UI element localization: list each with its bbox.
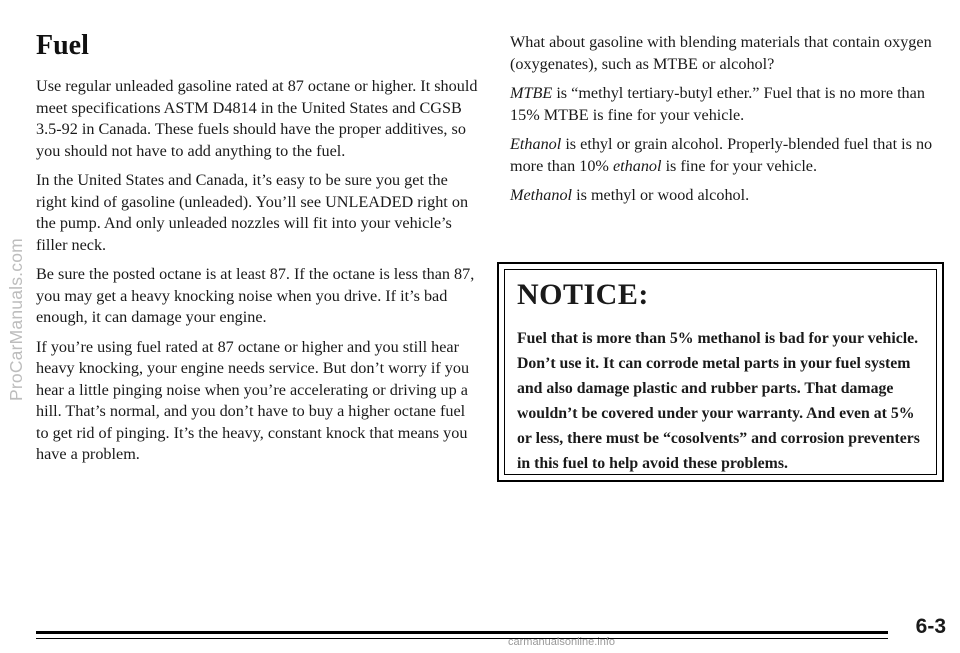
paragraph-methanol [510,185,950,207]
paragraph-octane-check: Be sure the posted octane is at least 87. If the octane is less than 87, you may get a heavy knocking noise when you drive. If it’s bad enough, it can damage your engine. [36,265,475,326]
ethanol-text-a: is ethyl or grain alcohol. Properly-blended fuel that is no more than 10% [510,135,933,175]
footer-rule-thin [36,638,888,639]
paragraph-oxygenates: What about gasoline with blending materials that contain oxygen (oxygenates), such as MTBE or alcohol? [510,33,932,73]
section-title: Fuel [36,30,89,61]
notice-body: Fuel that is more than 5% methanol is bad for your vehicle. Don’t use it. It can corrode metal parts in your fuel system and also damage plastic and rubber parts. That damage wouldn’t be covered under your warranty. And even at 5% or less, there must be “cosolvents” and corrosion preventers in this fuel to help avoid these problems. [517,330,920,472]
term-methanol: Methanol [510,186,573,204]
watermark-text: ProCarManuals.com [6,238,26,402]
footer-site-text: carmanualsonline.info [508,636,616,648]
term-ethanol-inline: ethanol [612,156,662,175]
paragraph-mtbe [510,83,950,126]
term-mtbe: MTBE [510,84,553,102]
paragraph-knocking: If you’re using fuel rated at 87 octane or higher and you still hear heavy knocking, your engine needs service. But don’t worry if you hear a little pinging noise when you’re accelerating or driving up a hill. That’s normal, and you don’t have to buy a higher octane fuel to get rid of pinging. It’s the heavy, constant knock that means you have a problem. [36,337,470,463]
paragraph-ethanol [510,134,950,177]
paragraph-fuel-rating: Use regular unleaded gasoline rated at 87 octane or higher. It should meet specifications ASTM D4814 in the United States and CGSB 3.5-92 in Canada. These fuels should have the proper additives, so you should not have to add anything to the fuel. [36,77,478,160]
notice-heading: NOTICE: [517,278,649,311]
right-column [510,32,950,215]
left-column [36,30,481,474]
page-number: 6-3 [915,615,946,638]
paragraph-unleaded: In the United States and Canada, it’s easy to be sure you get the right kind of gasoline (unleaded). You’ll see UNLEADED right on the pump. And only unleaded nozzles will fit into your vehicle’s filler neck. [36,171,469,254]
methanol-text: is methyl or wood alcohol. [572,186,750,204]
notice-box [497,262,944,482]
term-ethanol: Ethanol [510,135,562,153]
ethanol-text-b: is fine for your vehicle. [661,156,818,175]
footer-rule [36,631,888,634]
mtbe-text: is “methyl tertiary-butyl ether.” Fuel that is no more than 15% MTBE is fine for your vehicle. [510,84,925,124]
